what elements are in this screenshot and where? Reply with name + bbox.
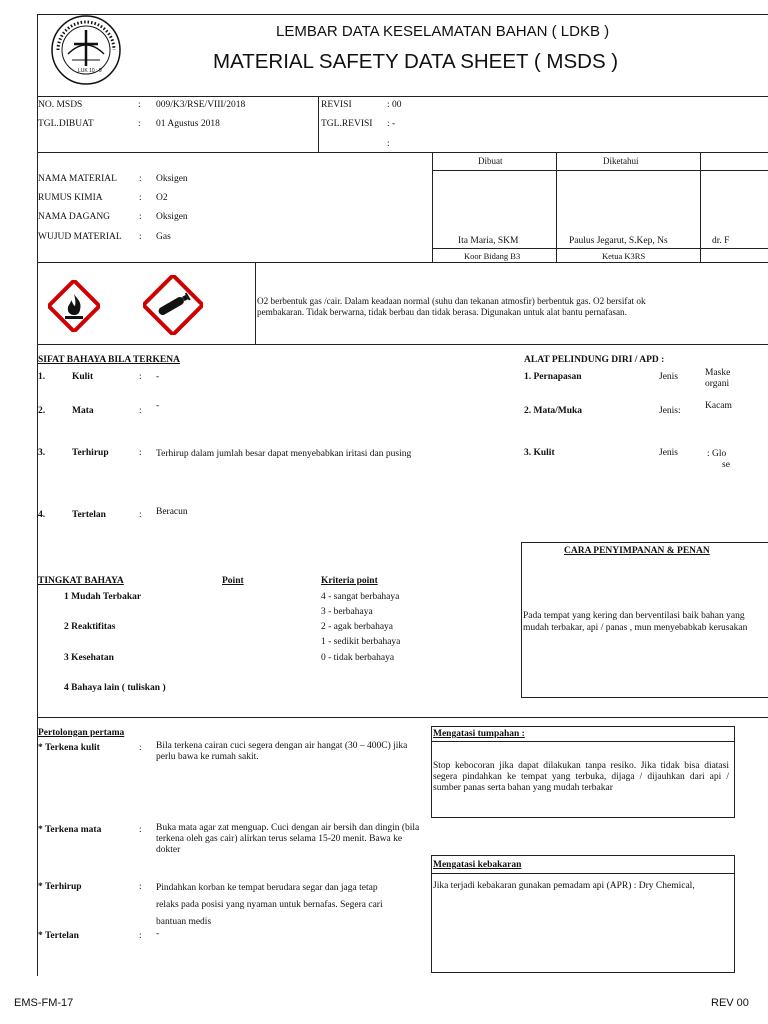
- tgl-dibuat-label: TGL.DIBUAT: [38, 119, 94, 129]
- title-indonesian: LEMBAR DATA KESELAMATAN BAHAN ( LDKB ): [276, 23, 610, 40]
- first-aid-text-terhirup: Pindahkan korban ke tempat berudara segar dan jaga tetap relaks pada posisi yang nyaman untuk bernafas. Segera cari bantuan medis: [156, 883, 383, 927]
- extra-colon: :: [387, 139, 390, 149]
- spill-heading: Mengatasi tumpahan :: [433, 729, 525, 739]
- colon: :: [139, 232, 142, 242]
- tgl-revisi-label: TGL.REVISI: [321, 119, 373, 129]
- sig-dibuat-label: Dibuat: [478, 156, 503, 166]
- apd-jenis-3: Jenis: [659, 448, 678, 458]
- hazard-heading: SIFAT BAHAYA BILA TERKENA: [38, 355, 180, 365]
- first-aid-heading: Pertolongan pertama: [38, 728, 125, 738]
- footer-revision: REV 00: [711, 997, 749, 1009]
- spill-head-line: [431, 741, 735, 742]
- colon: :: [139, 825, 142, 835]
- level-point-header: Point: [222, 576, 244, 586]
- apd-label-kulit: 3. Kulit: [524, 448, 555, 458]
- colon: :: [139, 406, 142, 416]
- apd-jenis-1: Jenis: [659, 372, 678, 382]
- tgl-revisi-value: : -: [387, 119, 396, 129]
- criteria-4: 4 - sangat berbahaya: [321, 592, 400, 602]
- level-row-kesehatan: 3 Kesehatan: [64, 653, 114, 663]
- fire-text: Jika terjadi kebakaran gunakan pemadam api (APR) : Dry Chemical,: [433, 881, 695, 891]
- description-line-1: O2 berbentuk gas /cair. Dalam keadaan normal (suhu dan tekanan atmosfir) berbentuk gas. O2 bersifat ok: [257, 296, 646, 306]
- first-aid-text-tertelan: -: [156, 929, 160, 939]
- apd-jenis-2: Jenis:: [659, 406, 681, 416]
- picto-divider: [255, 262, 256, 344]
- hazard-label-terhirup: Terhirup: [72, 448, 109, 458]
- colon: :: [139, 193, 142, 203]
- hazard-value-terhirup: Terhirup dalam jumlah besar dapat menyebabkan iritasi dan pusing: [156, 449, 412, 459]
- revisi-label: REVISI: [321, 100, 352, 110]
- header-top-border: [37, 14, 768, 15]
- sig-diketahui-label: Diketahui: [603, 156, 639, 166]
- apd-value-pernapasan-2: organi: [705, 379, 730, 389]
- colon: :: [139, 882, 142, 892]
- no-msds-value: 009/K3/RSE/VIII/2018: [156, 100, 246, 110]
- level-row-bahaya-lain: 4 Bahaya lain ( tuliskan ): [64, 683, 166, 693]
- sig-name-line: [432, 248, 768, 249]
- colon: :: [139, 372, 142, 382]
- hazard-num-3: 3.: [38, 448, 46, 458]
- hazard-value-tertelan: Beracun: [156, 507, 188, 517]
- nama-material-label: NAMA MATERIAL: [38, 174, 117, 184]
- nama-dagang-label: NAMA DAGANG: [38, 212, 111, 222]
- description-line-2: pembakaran. Tidak berwarna, tidak berbau dan tidak berasa. Digunakan untuk alat bantu pernafasan.: [257, 307, 627, 317]
- nama-material-value: Oksigen: [156, 174, 188, 184]
- apd-label-pernapasan: 1. Pernapasan: [524, 372, 582, 382]
- colon: :: [139, 448, 142, 458]
- hazard-label-tertelan: Tertelan: [72, 510, 106, 520]
- storage-text: Pada tempat yang kering dan berventilasi baik bahan yang mudah terbakar, api / panas , mun menyebabkab kerusakan: [523, 611, 748, 633]
- sig-col-3: [700, 152, 701, 262]
- colon: :: [138, 119, 141, 129]
- hazard-num-1: 1.: [38, 372, 46, 382]
- sig-role-1: Koor Bidang B3: [464, 251, 521, 261]
- gas-cylinder-pictogram-icon: [143, 275, 203, 335]
- hazard-label-kulit: Kulit: [72, 372, 94, 382]
- first-aid-text-mata: Buka mata agar zat menguap. Cuci dengan air bersih dan dingin (bila terkena oleh gas cair) alirkan terus selama 15-20 menit. Bawa ke dokter: [156, 823, 420, 855]
- level-criteria-header: Kriteria point: [321, 576, 378, 586]
- colon: :: [139, 174, 142, 184]
- first-aid-label-kulit: * Terkena kulit: [38, 743, 100, 753]
- sig-col-1: [432, 152, 433, 262]
- sig-name-3: dr. F: [712, 236, 730, 246]
- criteria-1: 1 - sedikit berbahaya: [321, 637, 401, 647]
- colon: :: [139, 931, 142, 941]
- first-aid-label-mata: * Terkena mata: [38, 825, 102, 835]
- fire-head-line: [431, 873, 735, 874]
- footer-form-code: EMS-FM-17: [14, 997, 74, 1009]
- left-border: [37, 96, 38, 976]
- sig-name-1: Ita Maria, SKM: [458, 236, 519, 246]
- rumus-kimia-label: RUMUS KIMIA: [38, 193, 103, 203]
- hazard-num-4: 4.: [38, 510, 46, 520]
- svg-text:LUK 10 : 9: LUK 10 : 9: [78, 68, 102, 74]
- first-aid-label-tertelan: * Tertelan: [38, 931, 79, 941]
- storage-heading: CARA PENYIMPANAN & PENAN: [564, 546, 710, 556]
- flammable-pictogram-icon: [48, 280, 100, 332]
- first-aid-text-kulit: Bila terkena cairan cuci segera dengan air hangat (30 – 400C) jika perlu bawa ke rumah sakit.: [156, 741, 408, 762]
- sig-head-line: [432, 170, 768, 171]
- level-row-mudah-terbakar: 1 Mudah Terbakar: [64, 592, 142, 602]
- colon: :: [139, 743, 142, 753]
- level-heading: TINGKAT BAHAYA: [38, 576, 124, 586]
- colon: :: [139, 212, 142, 222]
- revisi-value: : 00: [387, 100, 402, 110]
- fire-heading: Mengatasi kebakaran: [433, 860, 522, 870]
- apd-label-mata-muka: 2. Mata/Muka: [524, 406, 583, 416]
- apd-value-pernapasan: Maske: [705, 368, 731, 378]
- apd-heading: ALAT PELINDUNG DIRI / APD :: [524, 355, 665, 365]
- apd-value-kulit: : Glo: [707, 449, 727, 459]
- sig-name-2: Paulus Jegarut, S.Kep, Ns: [569, 236, 668, 246]
- hazard-value-kulit: -: [156, 372, 160, 382]
- rumus-kimia-value: O2: [156, 193, 168, 203]
- sig-role-2: Ketua K3RS: [602, 251, 646, 261]
- colon: :: [138, 100, 141, 110]
- material-top-border: [37, 152, 768, 153]
- title-english: MATERIAL SAFETY DATA SHEET ( MSDS ): [213, 50, 619, 73]
- first-aid-label-terhirup: * Terhirup: [38, 882, 82, 892]
- apd-value-mata-muka: Kacam: [705, 401, 732, 411]
- meta-divider: [318, 96, 319, 152]
- no-msds-label: NO. MSDS: [38, 100, 83, 110]
- first-aid-top-border: [37, 717, 768, 718]
- wujud-material-value: Gas: [156, 232, 171, 242]
- criteria-0: 0 - tidak berbahaya: [321, 653, 395, 663]
- spill-text: Stop kebocoran jika dapat dilakukan tanpa resiko. Jika tidak bisa diatasi segera pindahkan ke tempat yang terbuka, dijaga / dijauhkan dari api / sumber panas serta bahan yang mudah terbakar: [433, 761, 729, 793]
- tgl-dibuat-value: 01 Agustus 2018: [156, 119, 220, 129]
- criteria-2: 2 - agak berbahaya: [321, 622, 394, 632]
- criteria-3: 3 - berbahaya: [321, 607, 373, 617]
- desc-top-border: [37, 262, 768, 263]
- hazard-top-border: [37, 344, 768, 345]
- hazard-value-mata: -: [156, 401, 160, 411]
- hazard-num-2: 2.: [38, 406, 46, 416]
- header-left-border: [37, 14, 38, 96]
- sig-col-2: [556, 152, 557, 262]
- nama-dagang-value: Oksigen: [156, 212, 188, 222]
- hospital-logo: [50, 14, 122, 86]
- hazard-label-mata: Mata: [72, 406, 94, 416]
- header-bottom-border: [37, 96, 768, 97]
- colon: :: [139, 510, 142, 520]
- level-row-reaktifitas: 2 Reaktifitas: [64, 622, 116, 632]
- apd-value-kulit-2: se: [722, 460, 730, 470]
- wujud-material-label: WUJUD MATERIAL: [38, 232, 122, 242]
